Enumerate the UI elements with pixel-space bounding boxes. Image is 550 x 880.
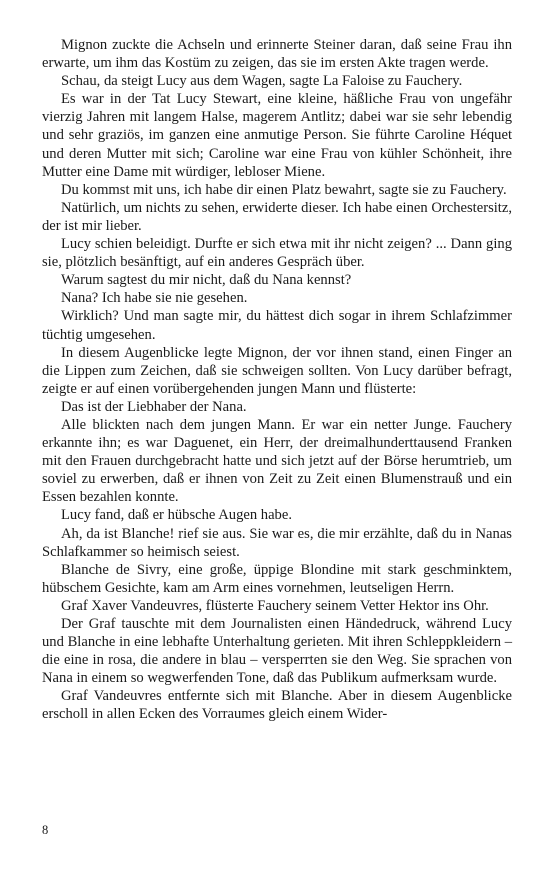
paragraph: Es war in der Tat Lucy Stewart, eine kleine, häßliche Frau von ungefähr vierzig Jahren mit langem Halse, magerem Antlitz; dabei war sie sehr lebendig und sehr graziös, im ganzen eine anmutige Person. Sie führte Caroline Héquet und deren Mutter mit sich; Caroline war eine Frau von kühler Schönheit, ihre Mutter eine Dame mit würdiger, lebloser Miene. xyxy=(42,91,512,180)
paragraph: Graf Vandeuvres entfernte sich mit Blanche. Aber in diesem Augenblicke erscholl in allen Ecken des Vorraumes gleich einem Wider- xyxy=(42,688,512,723)
paragraph: Ah, da ist Blanche! rief sie aus. Sie war es, die mir erzählte, daß du in Nanas Schlafkammer so heimisch seiest. xyxy=(42,525,512,560)
paragraph: Du kommst mit uns, ich habe dir einen Platz bewahrt, sagte sie zu Fauchery. xyxy=(61,181,507,198)
paragraph: Der Graf tauschte mit dem Journalisten einen Händedruck, während Lucy und Blanche in eine lebhafte Unterhaltung gerieten. Mit ihren Schleppkleidern – die eine in rosa, die andere in blau – versperrten sie den Weg. Sie sprachen von Nana in einem so wegwerfenden Tone, daß das Publikum aufmerksam wurde. xyxy=(42,616,512,687)
paragraph: Schau, da steigt Lucy aus dem Wagen, sagte La Faloise zu Fauchery. xyxy=(61,73,463,90)
paragraph: Warum sagtest du mir nicht, daß du Nana kennst? xyxy=(61,272,352,289)
paragraph: Lucy schien beleidigt. Durfte er sich etwa mit ihr nicht zeigen? ... Dann ging sie, plötzlich besänftigt, auf ein anderes Gespräch über. xyxy=(42,236,512,271)
page-number: 8 xyxy=(42,823,49,837)
paragraph: Natürlich, um nichts zu sehen, erwiderte dieser. Ich habe einen Orchestersitz, der ist mir lieber. xyxy=(42,199,512,234)
paragraph: Nana? Ich habe sie nie gesehen. xyxy=(61,290,248,307)
page-body xyxy=(42,36,512,724)
paragraph: Lucy fand, daß er hübsche Augen habe. xyxy=(61,507,292,524)
paragraph: Wirklich? Und man sagte mir, du hättest dich sogar in ihrem Schlafzimmer tüchtig umgesehen. xyxy=(42,308,512,343)
paragraph: Mignon zuckte die Achseln und erinnerte Steiner daran, daß seine Frau ihn erwarte, um ihm das Kostüm zu zeigen, das sie im ersten Akte tragen werde. xyxy=(42,37,512,72)
paragraph: Graf Xaver Vandeuvres, flüsterte Fauchery seinem Vetter Hektor ins Ohr. xyxy=(61,597,489,614)
paragraph: Blanche de Sivry, eine große, üppige Blondine mit stark geschminktem, hübschem Gesichte, kam am Arm eines vornehmen, leutseligen Herrn. xyxy=(42,561,512,596)
paragraph: Das ist der Liebhaber der Nana. xyxy=(61,398,247,415)
paragraph: Alle blickten nach dem jungen Mann. Er war ein netter Junge. Fauchery erkannte ihn; es war Daguenet, ein Herr, der dreimalhunderttausend Franken mit den Frauen durchgebracht hatte und sich jetzt auf der Börse herumtrieb, um soviel zu erwerben, daß er ihnen von Zeit zu Zeit einen Blumenstrauß und ein Essen bezahlen konnte. xyxy=(42,416,512,506)
paragraph: In diesem Augenblicke legte Mignon, der vor ihnen stand, einen Finger an die Lippen zum Zeichen, daß sie schweigen sollten. Von Lucy darüber befragt, zeigte er auf einen vorübergehenden jungen Mann und flüsterte: xyxy=(42,344,512,397)
